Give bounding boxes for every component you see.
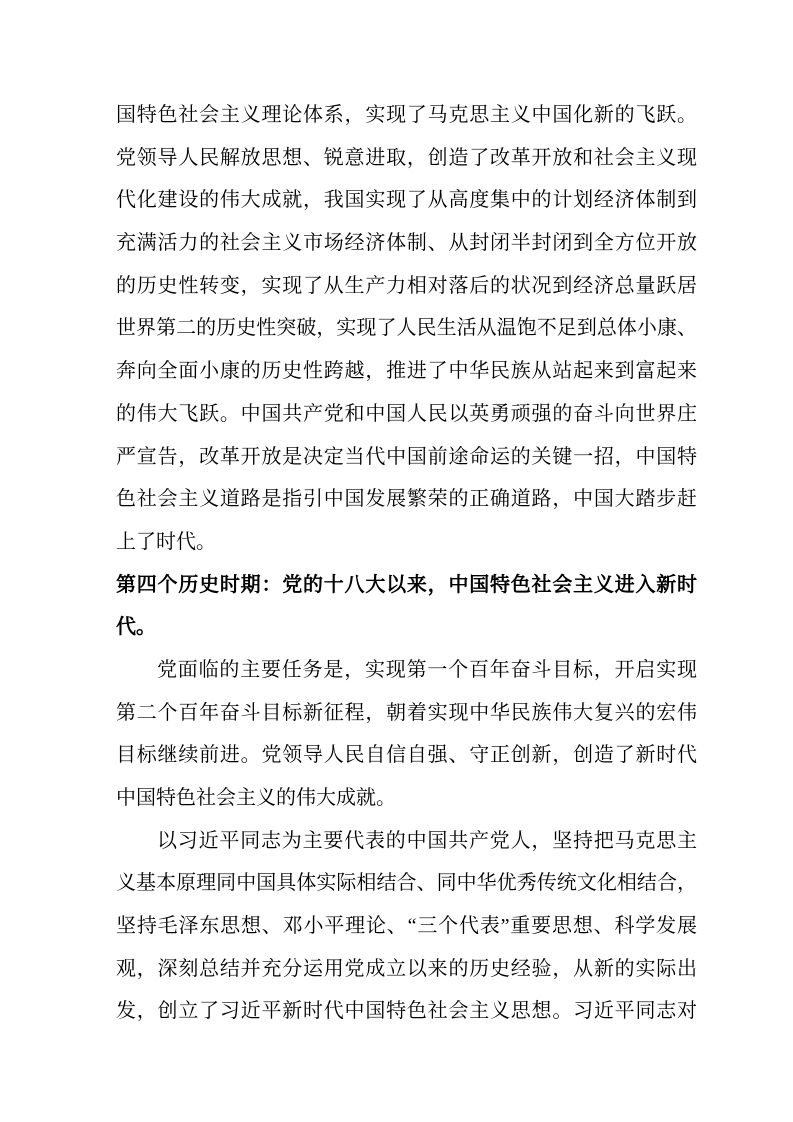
text-line: 党面临的主要任务是，实现第一个百年奋斗目标，开启实现 xyxy=(157,658,697,681)
section-heading xyxy=(116,564,697,649)
text-line: 发，创立了习近平新时代中国特色社会主义思想。习近平同志对 xyxy=(116,1000,697,1023)
text-line: 坚持毛泽东思想、邓小平理论、“三个代表”重要思想、科学发展 xyxy=(116,915,697,938)
text-line: 奔向全面小康的历史性跨越，推进了中华民族从站起来到富起来 xyxy=(116,360,697,383)
document-text-column xyxy=(116,94,697,1033)
text-line: 第四个历史时期：党的十八大以来，中国特色社会主义进入新时 xyxy=(116,573,697,596)
text-line: 第二个百年奋斗目标新征程，朝着实现中华民族伟大复兴的宏伟 xyxy=(116,701,697,724)
text-line: 充满活力的社会主义市场经济体制、从封闭半封闭到全方位开放 xyxy=(116,232,697,255)
text-line: 观，深刻总结并充分运用党成立以来的历史经验，从新的实际出 xyxy=(116,957,697,980)
text-line: 以习近平同志为主要代表的中国共产党人，坚持把马克思主 xyxy=(157,829,697,852)
paragraph xyxy=(116,820,697,1033)
text-line: 目标继续前进。党领导人民自信自强、守正创新，创造了新时代 xyxy=(116,744,697,767)
text-line: 的历史性转变，实现了从生产力相对落后的状况到经济总量跃居 xyxy=(116,274,697,297)
text-line: 的伟大飞跃。中国共产党和中国人民以英勇顽强的奋斗向世界庄 xyxy=(116,402,697,425)
text-line: 义基本原理同中国具体实际相结合、同中华优秀传统文化相结合， xyxy=(116,872,697,895)
text-line: 党领导人民解放思想、锐意进取，创造了改革开放和社会主义现 xyxy=(116,146,697,169)
text-line: 国特色社会主义理论体系，实现了马克思主义中国化新的飞跃。 xyxy=(116,104,697,126)
text-line: 代化建设的伟大成就，我国实现了从高度集中的计划经济体制到 xyxy=(116,189,697,212)
text-line: 严宣告，改革开放是决定当代中国前途命运的关键一招，中国特 xyxy=(116,445,697,468)
text-line: 色社会主义道路是指引中国发展繁荣的正确道路，中国大踏步赶 xyxy=(116,488,697,511)
paragraph xyxy=(116,649,697,820)
text-line: 代。 xyxy=(116,616,156,639)
text-line: 上了时代。 xyxy=(116,530,216,553)
paragraph xyxy=(116,94,697,564)
text-line: 中国特色社会主义的伟大成就。 xyxy=(116,787,396,809)
text-line: 世界第二的历史性突破，实现了人民生活从温饱不足到总体小康、 xyxy=(116,317,697,340)
